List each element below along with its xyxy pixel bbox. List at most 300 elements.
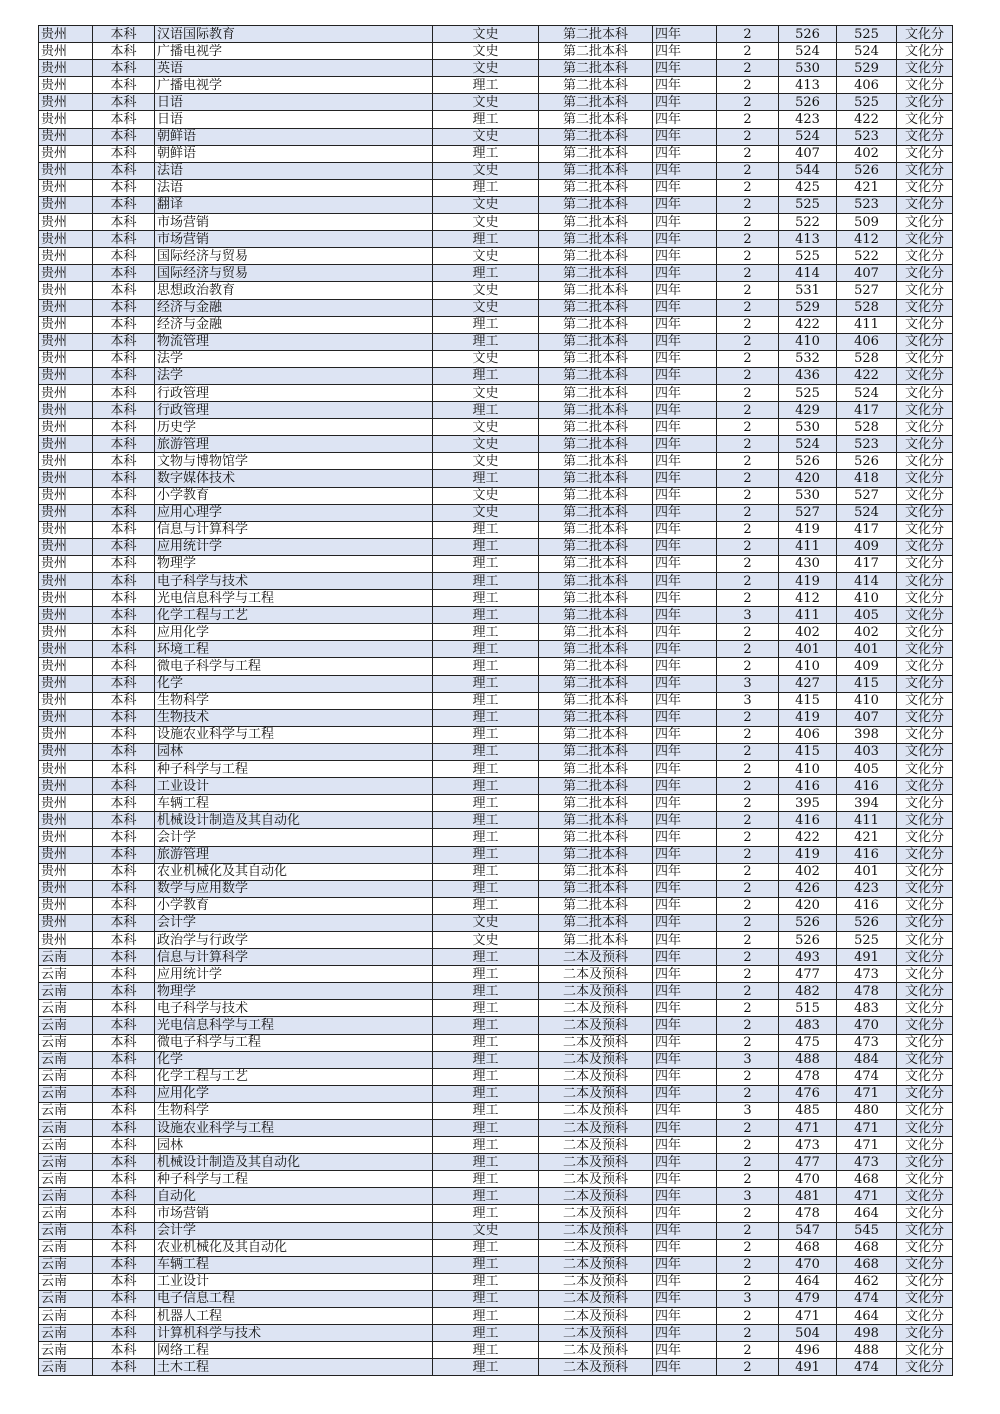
province-cell: 云南 [39,1085,93,1102]
province-cell: 贵州 [39,914,93,931]
max-score-cell: 413 [779,77,837,94]
min-score-cell: 471 [837,1085,897,1102]
plan-count-cell: 3 [717,1102,779,1119]
province-cell: 云南 [39,1000,93,1017]
major-cell: 法语 [155,179,433,196]
plan-count-cell: 2 [717,77,779,94]
major-cell: 环境工程 [155,641,433,658]
plan-count-cell: 2 [717,812,779,829]
subject-cell: 理工 [433,897,539,914]
major-cell: 应用心理学 [155,504,433,521]
province-cell: 云南 [39,1205,93,1222]
score-type-cell: 文化分 [897,1034,953,1051]
province-cell: 云南 [39,1188,93,1205]
max-score-cell: 478 [779,1205,837,1222]
table-row [39,214,953,231]
table-row [39,1068,953,1085]
batch-cell: 二本及预科 [539,1342,653,1359]
level-cell: 本科 [93,402,155,419]
score-type-cell: 文化分 [897,624,953,641]
subject-cell: 理工 [433,573,539,590]
batch-cell: 第二批本科 [539,829,653,846]
subject-cell: 文史 [433,128,539,145]
min-score-cell: 470 [837,1017,897,1034]
table-row [39,573,953,590]
min-score-cell: 464 [837,1308,897,1325]
table-row [39,419,953,436]
subject-cell: 理工 [433,111,539,128]
min-score-cell: 422 [837,111,897,128]
min-score-cell: 491 [837,949,897,966]
min-score-cell: 417 [837,521,897,538]
score-type-cell: 文化分 [897,726,953,743]
max-score-cell: 530 [779,487,837,504]
table-row [39,743,953,760]
batch-cell: 第二批本科 [539,26,653,43]
min-score-cell: 407 [837,709,897,726]
major-cell: 翻译 [155,196,433,213]
subject-cell: 文史 [433,914,539,931]
batch-cell: 二本及预科 [539,1102,653,1119]
max-score-cell: 493 [779,949,837,966]
subject-cell: 理工 [433,1205,539,1222]
subject-cell: 文史 [433,214,539,231]
table-row [39,1085,953,1102]
score-type-cell: 文化分 [897,880,953,897]
min-score-cell: 473 [837,1154,897,1171]
subject-cell: 理工 [433,1308,539,1325]
max-score-cell: 470 [779,1256,837,1273]
max-score-cell: 477 [779,966,837,983]
subject-cell: 文史 [433,487,539,504]
plan-count-cell: 2 [717,333,779,350]
batch-cell: 二本及预科 [539,1085,653,1102]
score-type-cell: 文化分 [897,1273,953,1290]
table-row [39,1222,953,1239]
min-score-cell: 423 [837,880,897,897]
major-cell: 计算机科学与技术 [155,1325,433,1342]
province-cell: 贵州 [39,111,93,128]
province-cell: 云南 [39,1256,93,1273]
max-score-cell: 482 [779,983,837,1000]
province-cell: 云南 [39,983,93,1000]
batch-cell: 第二批本科 [539,350,653,367]
score-type-cell: 文化分 [897,299,953,316]
min-score-cell: 412 [837,231,897,248]
table-row [39,128,953,145]
score-type-cell: 文化分 [897,761,953,778]
min-score-cell: 402 [837,624,897,641]
subject-cell: 理工 [433,829,539,846]
table-row [39,1359,953,1376]
max-score-cell: 407 [779,145,837,162]
min-score-cell: 406 [837,77,897,94]
score-type-cell: 文化分 [897,1068,953,1085]
batch-cell: 第二批本科 [539,692,653,709]
max-score-cell: 530 [779,60,837,77]
major-cell: 旅游管理 [155,436,433,453]
min-score-cell: 474 [837,1290,897,1307]
province-cell: 贵州 [39,624,93,641]
max-score-cell: 430 [779,555,837,572]
table-row [39,521,953,538]
plan-count-cell: 2 [717,419,779,436]
score-type-cell: 文化分 [897,573,953,590]
min-score-cell: 464 [837,1205,897,1222]
province-cell: 贵州 [39,145,93,162]
plan-count-cell: 2 [717,282,779,299]
major-cell: 政治学与行政学 [155,931,433,948]
min-score-cell: 474 [837,1359,897,1376]
score-type-cell: 文化分 [897,1325,953,1342]
major-cell: 应用统计学 [155,538,433,555]
duration-cell: 四年 [653,846,717,863]
max-score-cell: 470 [779,1171,837,1188]
province-cell: 贵州 [39,333,93,350]
max-score-cell: 427 [779,675,837,692]
subject-cell: 理工 [433,778,539,795]
major-cell: 设施农业科学与工程 [155,1120,433,1137]
max-score-cell: 422 [779,829,837,846]
score-type-cell: 文化分 [897,521,953,538]
duration-cell: 四年 [653,966,717,983]
province-cell: 贵州 [39,692,93,709]
score-type-cell: 文化分 [897,384,953,401]
subject-cell: 理工 [433,1120,539,1137]
level-cell: 本科 [93,504,155,521]
major-cell: 经济与金融 [155,316,433,333]
max-score-cell: 416 [779,778,837,795]
min-score-cell: 527 [837,487,897,504]
table-row [39,897,953,914]
level-cell: 本科 [93,26,155,43]
major-cell: 农业机械化及其自动化 [155,863,433,880]
duration-cell: 四年 [653,350,717,367]
province-cell: 贵州 [39,77,93,94]
table-row [39,111,953,128]
batch-cell: 第二批本科 [539,179,653,196]
subject-cell: 理工 [433,1034,539,1051]
max-score-cell: 477 [779,1154,837,1171]
plan-count-cell: 2 [717,231,779,248]
level-cell: 本科 [93,812,155,829]
min-score-cell: 473 [837,1034,897,1051]
max-score-cell: 529 [779,299,837,316]
major-cell: 应用化学 [155,1085,433,1102]
subject-cell: 理工 [433,1325,539,1342]
batch-cell: 第二批本科 [539,162,653,179]
major-cell: 日语 [155,111,433,128]
plan-count-cell: 2 [717,1222,779,1239]
batch-cell: 第二批本科 [539,436,653,453]
duration-cell: 四年 [653,26,717,43]
subject-cell: 理工 [433,1188,539,1205]
level-cell: 本科 [93,1034,155,1051]
subject-cell: 理工 [433,1359,539,1376]
min-score-cell: 407 [837,265,897,282]
level-cell: 本科 [93,162,155,179]
table-row [39,60,953,77]
max-score-cell: 526 [779,914,837,931]
batch-cell: 二本及预科 [539,1068,653,1085]
plan-count-cell: 2 [717,1000,779,1017]
duration-cell: 四年 [653,573,717,590]
level-cell: 本科 [93,265,155,282]
province-cell: 云南 [39,1120,93,1137]
province-cell: 云南 [39,1359,93,1376]
major-cell: 种子科学与工程 [155,1171,433,1188]
subject-cell: 理工 [433,1000,539,1017]
duration-cell: 四年 [653,692,717,709]
major-cell: 化学工程与工艺 [155,1068,433,1085]
subject-cell: 理工 [433,179,539,196]
score-type-cell: 文化分 [897,897,953,914]
max-score-cell: 406 [779,726,837,743]
table-row [39,812,953,829]
subject-cell: 理工 [433,983,539,1000]
major-cell: 化学 [155,675,433,692]
level-cell: 本科 [93,214,155,231]
plan-count-cell: 2 [717,43,779,60]
table-row [39,949,953,966]
batch-cell: 第二批本科 [539,333,653,350]
batch-cell: 二本及预科 [539,1000,653,1017]
score-type-cell: 文化分 [897,555,953,572]
province-cell: 云南 [39,1222,93,1239]
min-score-cell: 471 [837,1137,897,1154]
duration-cell: 四年 [653,1256,717,1273]
max-score-cell: 527 [779,504,837,521]
level-cell: 本科 [93,1359,155,1376]
level-cell: 本科 [93,316,155,333]
level-cell: 本科 [93,914,155,931]
batch-cell: 第二批本科 [539,590,653,607]
score-type-cell: 文化分 [897,641,953,658]
table-row [39,1171,953,1188]
batch-cell: 二本及预科 [539,1205,653,1222]
subject-cell: 理工 [433,761,539,778]
duration-cell: 四年 [653,1102,717,1119]
max-score-cell: 411 [779,607,837,624]
province-cell: 贵州 [39,419,93,436]
duration-cell: 四年 [653,316,717,333]
province-cell: 贵州 [39,897,93,914]
plan-count-cell: 3 [717,675,779,692]
plan-count-cell: 2 [717,111,779,128]
min-score-cell: 525 [837,94,897,111]
subject-cell: 理工 [433,402,539,419]
duration-cell: 四年 [653,1222,717,1239]
table-row [39,607,953,624]
table-row [39,795,953,812]
plan-count-cell: 2 [717,641,779,658]
subject-cell: 理工 [433,538,539,555]
min-score-cell: 416 [837,846,897,863]
min-score-cell: 545 [837,1222,897,1239]
subject-cell: 理工 [433,590,539,607]
score-type-cell: 文化分 [897,265,953,282]
plan-count-cell: 2 [717,1034,779,1051]
score-type-cell: 文化分 [897,949,953,966]
level-cell: 本科 [93,179,155,196]
table-row [39,299,953,316]
province-cell: 贵州 [39,880,93,897]
max-score-cell: 420 [779,897,837,914]
batch-cell: 第二批本科 [539,709,653,726]
max-score-cell: 411 [779,538,837,555]
table-row [39,1205,953,1222]
batch-cell: 二本及预科 [539,1188,653,1205]
score-type-cell: 文化分 [897,914,953,931]
province-cell: 贵州 [39,128,93,145]
duration-cell: 四年 [653,1325,717,1342]
subject-cell: 理工 [433,333,539,350]
major-cell: 微电子科学与工程 [155,1034,433,1051]
score-type-cell: 文化分 [897,402,953,419]
plan-count-cell: 2 [717,931,779,948]
batch-cell: 第二批本科 [539,743,653,760]
plan-count-cell: 3 [717,1188,779,1205]
subject-cell: 理工 [433,658,539,675]
batch-cell: 二本及预科 [539,1137,653,1154]
min-score-cell: 525 [837,26,897,43]
min-score-cell: 471 [837,1120,897,1137]
min-score-cell: 468 [837,1239,897,1256]
province-cell: 贵州 [39,555,93,572]
score-type-cell: 文化分 [897,419,953,436]
major-cell: 园林 [155,1137,433,1154]
score-type-cell: 文化分 [897,709,953,726]
plan-count-cell: 2 [717,538,779,555]
level-cell: 本科 [93,966,155,983]
major-cell: 化学 [155,1051,433,1068]
plan-count-cell: 2 [717,1154,779,1171]
province-cell: 云南 [39,1017,93,1034]
major-cell: 文物与博物馆学 [155,453,433,470]
max-score-cell: 485 [779,1102,837,1119]
min-score-cell: 468 [837,1256,897,1273]
max-score-cell: 483 [779,1017,837,1034]
province-cell: 贵州 [39,316,93,333]
subject-cell: 理工 [433,812,539,829]
min-score-cell: 526 [837,162,897,179]
batch-cell: 二本及预科 [539,1359,653,1376]
major-cell: 机械设计制造及其自动化 [155,1154,433,1171]
min-score-cell: 522 [837,248,897,265]
plan-count-cell: 2 [717,299,779,316]
score-type-cell: 文化分 [897,128,953,145]
level-cell: 本科 [93,897,155,914]
batch-cell: 第二批本科 [539,778,653,795]
major-cell: 工业设计 [155,1273,433,1290]
table-row [39,145,953,162]
table-row [39,1000,953,1017]
subject-cell: 理工 [433,1051,539,1068]
score-type-cell: 文化分 [897,453,953,470]
subject-cell: 文史 [433,196,539,213]
duration-cell: 四年 [653,1290,717,1307]
max-score-cell: 475 [779,1034,837,1051]
subject-cell: 文史 [433,94,539,111]
table-row [39,384,953,401]
max-score-cell: 488 [779,1051,837,1068]
plan-count-cell: 2 [717,880,779,897]
score-type-cell: 文化分 [897,983,953,1000]
province-cell: 云南 [39,1068,93,1085]
plan-count-cell: 2 [717,573,779,590]
duration-cell: 四年 [653,111,717,128]
plan-count-cell: 2 [717,367,779,384]
score-type-cell: 文化分 [897,1017,953,1034]
subject-cell: 理工 [433,709,539,726]
table-row [39,590,953,607]
min-score-cell: 403 [837,743,897,760]
level-cell: 本科 [93,282,155,299]
plan-count-cell: 2 [717,709,779,726]
level-cell: 本科 [93,983,155,1000]
max-score-cell: 525 [779,248,837,265]
level-cell: 本科 [93,453,155,470]
plan-count-cell: 2 [717,983,779,1000]
table-row [39,470,953,487]
min-score-cell: 415 [837,675,897,692]
score-type-cell: 文化分 [897,214,953,231]
min-score-cell: 416 [837,778,897,795]
major-cell: 经济与金融 [155,299,433,316]
duration-cell: 四年 [653,1137,717,1154]
major-cell: 法学 [155,350,433,367]
batch-cell: 第二批本科 [539,43,653,60]
max-score-cell: 473 [779,1137,837,1154]
batch-cell: 第二批本科 [539,111,653,128]
min-score-cell: 528 [837,350,897,367]
province-cell: 贵州 [39,402,93,419]
plan-count-cell: 2 [717,487,779,504]
province-cell: 贵州 [39,863,93,880]
major-cell: 市场营销 [155,214,433,231]
score-type-cell: 文化分 [897,1256,953,1273]
table-row [39,1239,953,1256]
subject-cell: 理工 [433,607,539,624]
min-score-cell: 418 [837,470,897,487]
subject-cell: 理工 [433,624,539,641]
province-cell: 贵州 [39,778,93,795]
score-type-cell: 文化分 [897,1205,953,1222]
province-cell: 贵州 [39,658,93,675]
batch-cell: 第二批本科 [539,897,653,914]
major-cell: 应用统计学 [155,966,433,983]
duration-cell: 四年 [653,1068,717,1085]
subject-cell: 理工 [433,1290,539,1307]
subject-cell: 理工 [433,1256,539,1273]
max-score-cell: 402 [779,624,837,641]
province-cell: 云南 [39,1308,93,1325]
batch-cell: 第二批本科 [539,607,653,624]
table-row [39,333,953,350]
min-score-cell: 528 [837,419,897,436]
province-cell: 贵州 [39,282,93,299]
plan-count-cell: 3 [717,1051,779,1068]
table-row [39,94,953,111]
major-cell: 行政管理 [155,402,433,419]
level-cell: 本科 [93,573,155,590]
batch-cell: 二本及预科 [539,1256,653,1273]
score-type-cell: 文化分 [897,470,953,487]
level-cell: 本科 [93,60,155,77]
min-score-cell: 394 [837,795,897,812]
batch-cell: 第二批本科 [539,658,653,675]
subject-cell: 理工 [433,692,539,709]
